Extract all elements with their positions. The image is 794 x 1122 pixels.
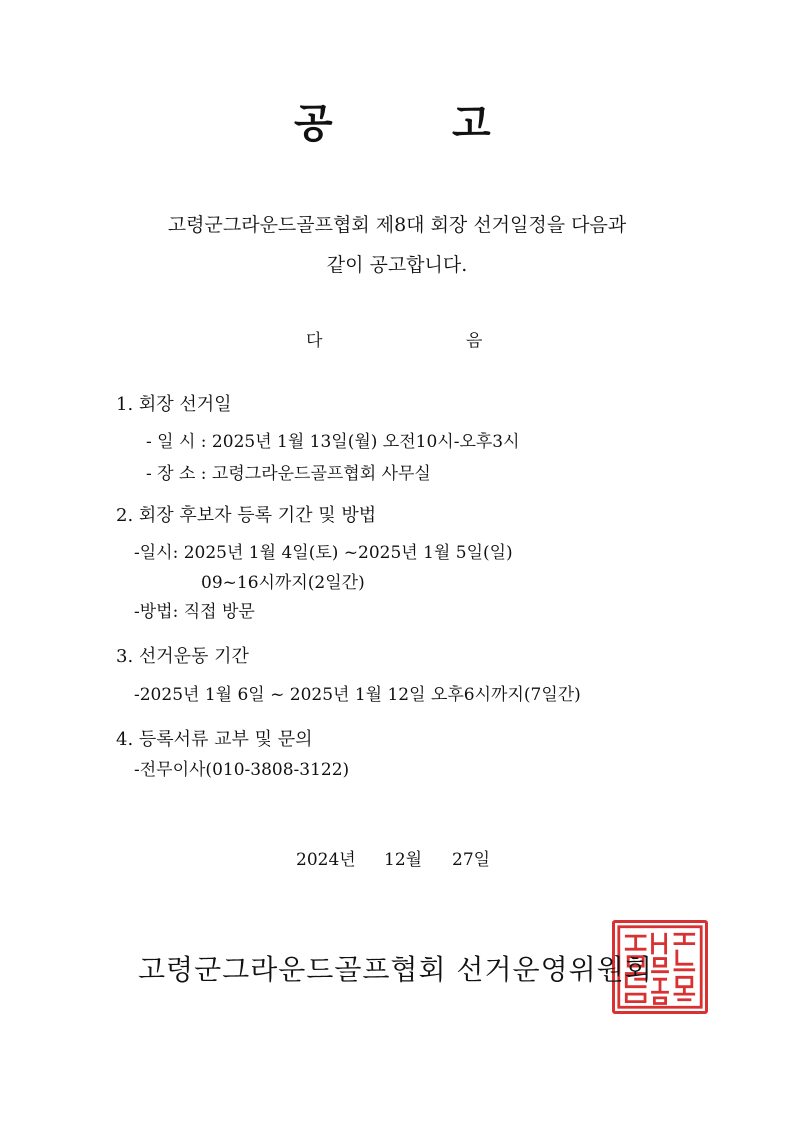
section-3-period: -2025년 1월 6일 ~ 2025년 1월 12일 오후6시까지(7일간) bbox=[134, 685, 581, 705]
title-char-1: 공 bbox=[294, 100, 333, 147]
section-2-date: -일시: 2025년 1월 4일(토) ~2025년 1월 5일(일) bbox=[134, 543, 513, 563]
date-year: 2024년 bbox=[296, 850, 356, 870]
section-4-heading: 4. 등록서류 교부 및 문의 bbox=[116, 729, 313, 750]
intro-line-2: 같이 공고합니다. bbox=[326, 254, 468, 276]
section-3-heading: 3. 선거운동 기간 bbox=[116, 646, 249, 667]
section-2-heading: 2. 회장 후보자 등록 기간 및 방법 bbox=[116, 505, 377, 526]
intro-line-1: 고령군그라운드골프협회 제8대 회장 선거일정을 다음과 bbox=[167, 214, 627, 236]
organization-name: 고령군그라운드골프협회 선거운영위원회 bbox=[138, 953, 653, 986]
date-month: 12월 bbox=[384, 850, 423, 870]
section-4-contact: -전무이사(010-3808-3122) bbox=[134, 760, 350, 780]
section-1-heading: 1. 회장 선거일 bbox=[116, 394, 232, 415]
section-2-method: -방법: 직접 방문 bbox=[134, 602, 255, 622]
title-char-2: 고 bbox=[452, 100, 491, 147]
section-2-time: 09~16시까지(2일간) bbox=[201, 573, 365, 593]
section-1-place: - 장 소 : 고령그라운드골프협회 사무실 bbox=[146, 464, 431, 484]
date-day: 27일 bbox=[452, 850, 491, 870]
daeum-char-2: 음 bbox=[466, 331, 483, 351]
daeum-char-1: 다 bbox=[306, 331, 323, 351]
section-1-date: - 일 시 : 2025년 1월 13일(월) 오전10시-오후3시 bbox=[146, 432, 520, 452]
